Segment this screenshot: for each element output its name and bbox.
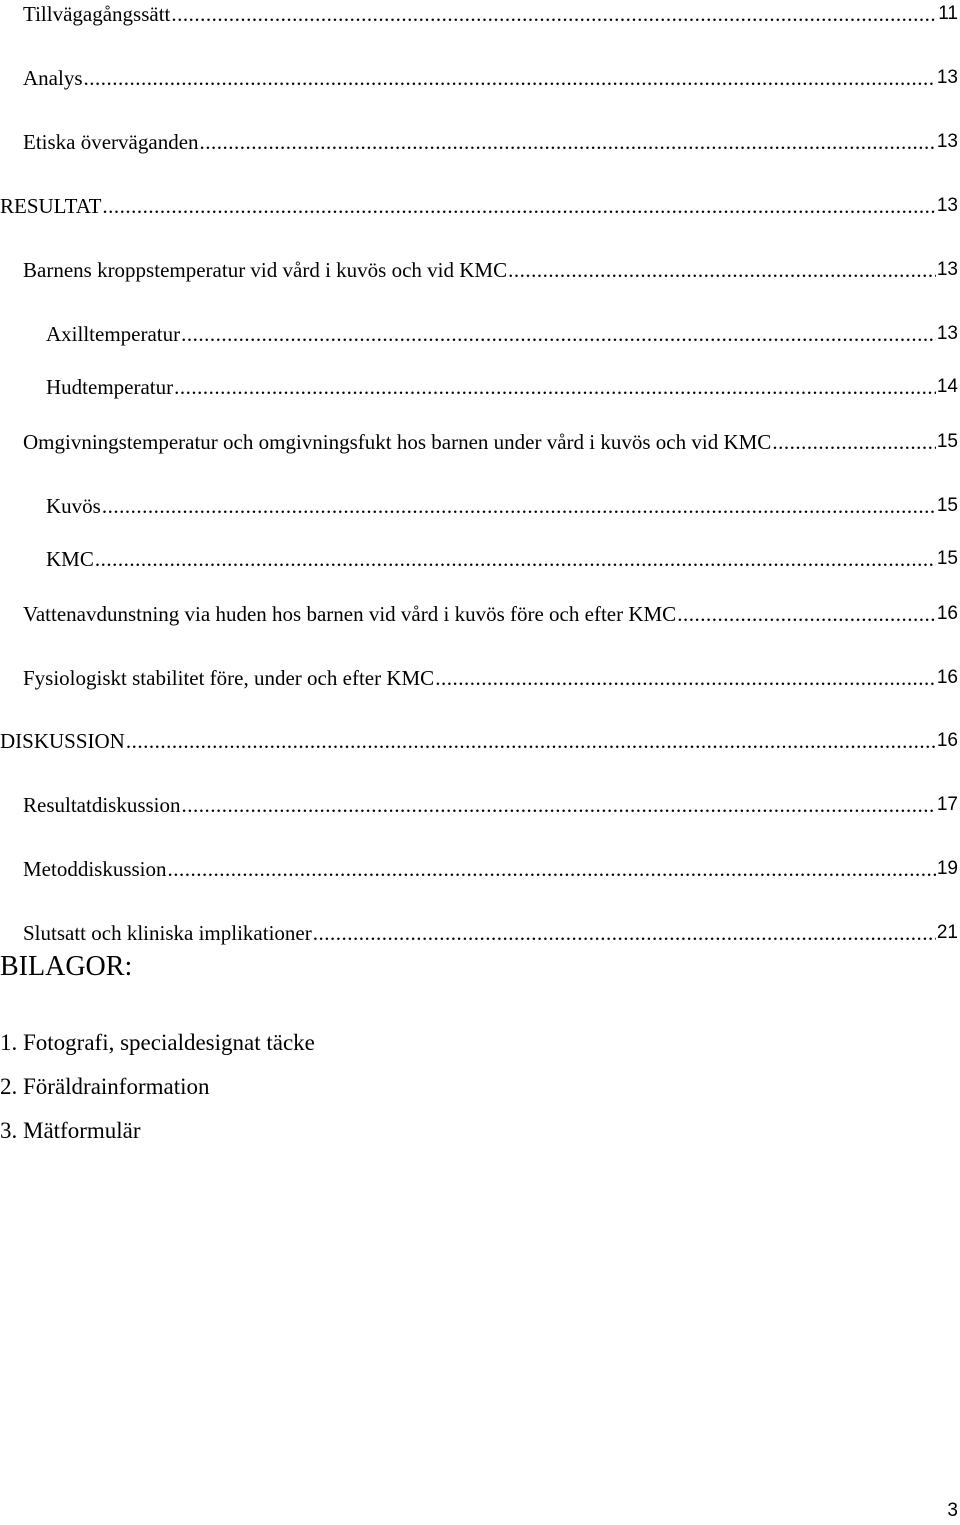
toc-entry[interactable] [46, 541, 958, 571]
toc-entry-page: 16 [936, 730, 958, 751]
toc-entry[interactable] [23, 787, 958, 817]
toc-entry-page: 16 [936, 603, 958, 624]
toc-leader-dots [168, 857, 936, 881]
toc-entry-page: 11 [938, 3, 958, 24]
bilaga-item: 1. Fotografi, specialdesignat täcke [0, 1030, 315, 1055]
toc-leader-dots [102, 494, 936, 518]
toc-entry-page: 13 [936, 67, 958, 88]
toc-entry-page: 13 [936, 195, 958, 216]
toc-leader-dots [435, 666, 936, 690]
toc-entry-title: Omgivningstemperatur och omgivningsfukt hos barnen under vård i kuvös och vid KMC [23, 430, 772, 454]
toc-entry-title: Hudtemperatur [46, 375, 174, 399]
toc-entry-title: Barnens kroppstemperatur vid vård i kuvös och vid KMC [23, 258, 508, 282]
toc-leader-dots [84, 66, 936, 90]
toc-leader-dots [182, 793, 936, 817]
toc-entry-title: Slutsatt och kliniska implikationer [23, 921, 312, 945]
toc-leader-dots [95, 547, 936, 571]
toc-entry-page: 13 [936, 323, 958, 344]
toc-leader-dots [126, 729, 936, 753]
toc-leader-dots [181, 322, 936, 346]
toc-entry-title: DISKUSSION [0, 729, 125, 753]
toc-entry-title: Tillvägagångssätt [23, 2, 171, 26]
toc-leader-dots [171, 2, 937, 26]
toc-leader-dots [200, 130, 936, 154]
toc-entry-title: Vattenavdunstning via huden hos barnen vid vård i kuvös före och efter KMC [23, 602, 677, 626]
toc-entry-title: KMC [46, 547, 94, 571]
toc-entry[interactable] [23, 424, 958, 454]
toc-entry-page: 15 [936, 548, 958, 569]
toc-entry[interactable] [23, 660, 958, 690]
toc-entry-title: Analys [23, 66, 83, 90]
toc-leader-dots [677, 602, 936, 626]
toc-entry-page: 13 [936, 131, 958, 152]
toc-entry[interactable] [46, 369, 958, 399]
toc-entry[interactable] [23, 252, 958, 282]
toc-entry-title: Kuvös [46, 494, 101, 518]
toc-entry-title: RESULTAT [0, 194, 102, 218]
bilaga-item: 2. Föräldrainformation [0, 1074, 210, 1099]
toc-entry-title: Etiska överväganden [23, 130, 199, 154]
toc-entry[interactable] [23, 851, 958, 881]
toc-entry[interactable] [46, 488, 958, 518]
toc-entry[interactable] [0, 188, 958, 218]
toc-entry-page: 15 [936, 431, 958, 452]
page-number: 3 [947, 1500, 958, 1521]
toc-leader-dots [102, 194, 935, 218]
toc-entry-page: 19 [936, 858, 958, 879]
toc-entry[interactable] [23, 60, 958, 90]
toc-entry-page: 15 [936, 495, 958, 516]
toc-leader-dots [772, 430, 936, 454]
toc-entry-title: Axilltemperatur [46, 322, 181, 346]
toc-entry-page: 17 [936, 794, 958, 815]
bilagor-heading: BILAGOR: [0, 951, 133, 982]
toc-entry-title: Resultatdiskussion [23, 793, 181, 817]
toc-leader-dots [313, 921, 936, 945]
bilaga-item: 3. Mätformulär [0, 1118, 141, 1143]
toc-entry[interactable] [23, 0, 958, 26]
toc-entry-title: Metoddiskussion [23, 857, 167, 881]
toc-entry-page: 21 [936, 922, 958, 943]
toc-entry-page: 14 [936, 376, 958, 397]
toc-entry[interactable] [23, 124, 958, 154]
toc-leader-dots [174, 375, 936, 399]
toc-entry[interactable] [46, 316, 958, 346]
toc-entry[interactable] [0, 723, 958, 753]
toc-entry-title: Fysiologiskt stabilitet före, under och efter KMC [23, 666, 435, 690]
toc-entry[interactable] [23, 915, 958, 945]
toc-entry[interactable] [23, 596, 958, 626]
toc-entry-page: 16 [936, 667, 958, 688]
toc-leader-dots [508, 258, 936, 282]
toc-entry-page: 13 [936, 259, 958, 280]
